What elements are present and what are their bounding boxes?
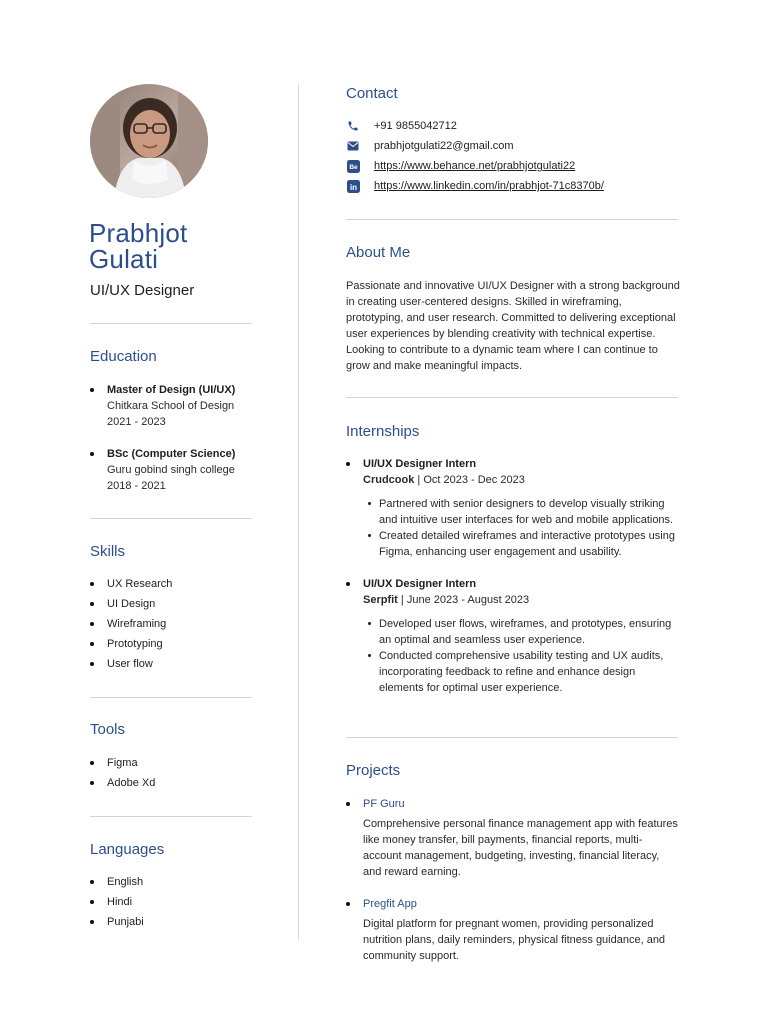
skill-item: UI Design: [90, 594, 172, 614]
project-item: [346, 796, 680, 880]
behance-link[interactable]: https://www.behance.net/prabhjotgulati22: [374, 160, 576, 172]
internship-points: [363, 616, 680, 696]
project-description: Digital platform for pregnant women, providing personalized nutrition plans, daily reminders, physical fitness guidance, and community support.: [363, 918, 666, 962]
skill-item: Prototyping: [90, 634, 172, 654]
first-name: Prabhjot: [89, 218, 188, 248]
internships-title: Internships: [346, 423, 420, 440]
linkedin-icon: [346, 179, 360, 193]
phone-icon: [346, 119, 360, 133]
skills-title: Skills: [90, 543, 126, 560]
divider: [346, 219, 678, 220]
project-name: PF Guru: [363, 798, 405, 810]
degree: BSc (Computer Science): [107, 448, 236, 460]
divider: [90, 518, 252, 519]
skills-list: [90, 574, 172, 674]
project-list: [346, 796, 680, 964]
internship-point: Created detailed wireframes and interactive prototypes using Figma, enhancing user engagement and usability.: [363, 528, 680, 560]
divider: [90, 323, 252, 324]
mail-icon: [346, 139, 360, 153]
contact-behance: [346, 158, 575, 174]
languages-title: Languages: [90, 841, 165, 858]
school: Chitkara School of Design: [107, 400, 235, 412]
divider: [346, 737, 678, 738]
internship-item: [346, 456, 680, 560]
internship-point: Developed user flows, wireframes, and prototypes, ensuring an optimal and seamless user experience.: [363, 616, 680, 648]
tools-title: Tools: [90, 721, 126, 738]
about-text: Passionate and innovative UI/UX Designer with a strong background in creating user-centered designs. Skilled in wireframing, prototyping, and user research. Committed to delivering exceptional user experiences by blending creativity with technical expertise. Looking to contribute to a dynamic team where I can continue to grow and make meaningful impacts.: [346, 280, 680, 372]
svg-text:Be: Be: [348, 163, 358, 171]
language-item: Hindi: [90, 892, 144, 912]
separator: |: [417, 474, 424, 486]
internship-points: [363, 496, 680, 560]
internship-meta: [363, 472, 680, 488]
internship-item: [346, 576, 680, 696]
project-item: [346, 896, 680, 964]
contact-linkedin: [346, 178, 604, 194]
tool-item: Adobe Xd: [90, 773, 155, 793]
company-name: Crudcook: [363, 474, 415, 486]
projects-title: Projects: [346, 762, 401, 779]
language-item: Punjabi: [90, 912, 144, 932]
project-name: Pregfit App: [363, 898, 417, 910]
separator: |: [400, 594, 407, 606]
languages-list: [90, 872, 144, 932]
education-item: [90, 382, 290, 430]
years: 2018 - 2021: [107, 480, 166, 492]
internship-point: Partnered with senior designers to develop visually striking and intuitive user interfaces for web and mobile applications.: [363, 496, 680, 528]
years: 2021 - 2023: [107, 416, 166, 428]
skill-item: Wireframing: [90, 614, 172, 634]
last-name: Gulati: [89, 244, 159, 274]
about-title: About Me: [346, 244, 411, 261]
contact-email: [346, 138, 514, 154]
school: Guru gobind singh college: [107, 464, 235, 476]
education-item: [90, 446, 290, 494]
skill-item: User flow: [90, 654, 172, 674]
education-title: Education: [90, 348, 157, 365]
skill-item: UX Research: [90, 574, 172, 594]
internship-dates: Oct 2023 - Dec 2023: [423, 474, 525, 486]
divider: [346, 397, 678, 398]
phone-number: +91 9855042712: [374, 120, 457, 132]
job-role: UI/UX Designer: [90, 282, 195, 299]
email-address[interactable]: prabhjotgulati22@gmail.com: [374, 140, 514, 152]
internship-title: UI/UX Designer Intern: [363, 578, 477, 590]
divider: [90, 697, 252, 698]
contact-title: Contact: [346, 85, 398, 102]
column-divider: [298, 84, 299, 940]
degree: Master of Design (UI/UX): [107, 384, 236, 396]
tools-list: [90, 753, 155, 793]
internship-list: [346, 456, 680, 696]
internship-title: UI/UX Designer Intern: [363, 458, 477, 470]
contact-phone: [346, 118, 457, 134]
profile-photo: [90, 84, 208, 198]
company-name: Serpfit: [363, 594, 398, 606]
internship-dates: June 2023 - August 2023: [406, 594, 530, 606]
linkedin-link[interactable]: https://www.linkedin.com/in/prabhjot-71c8370b/: [374, 180, 604, 192]
language-item: English: [90, 872, 144, 892]
svg-text:in: in: [349, 182, 357, 192]
internship-meta: [363, 592, 680, 608]
internship-point: Conducted comprehensive usability testing and UX audits, incorporating feedback to refine and enhance design elements for optimal user experience.: [363, 648, 680, 696]
tool-item: Figma: [90, 753, 155, 773]
project-description: Comprehensive personal finance management app with features like money transfer, bill payments, financial reports, multi-account management, budgeting, investing, financial literacy, and reward earning.: [363, 818, 678, 878]
behance-icon: [346, 159, 360, 173]
education-list: [90, 382, 290, 494]
candidate-name: [89, 220, 289, 272]
divider: [90, 816, 252, 817]
